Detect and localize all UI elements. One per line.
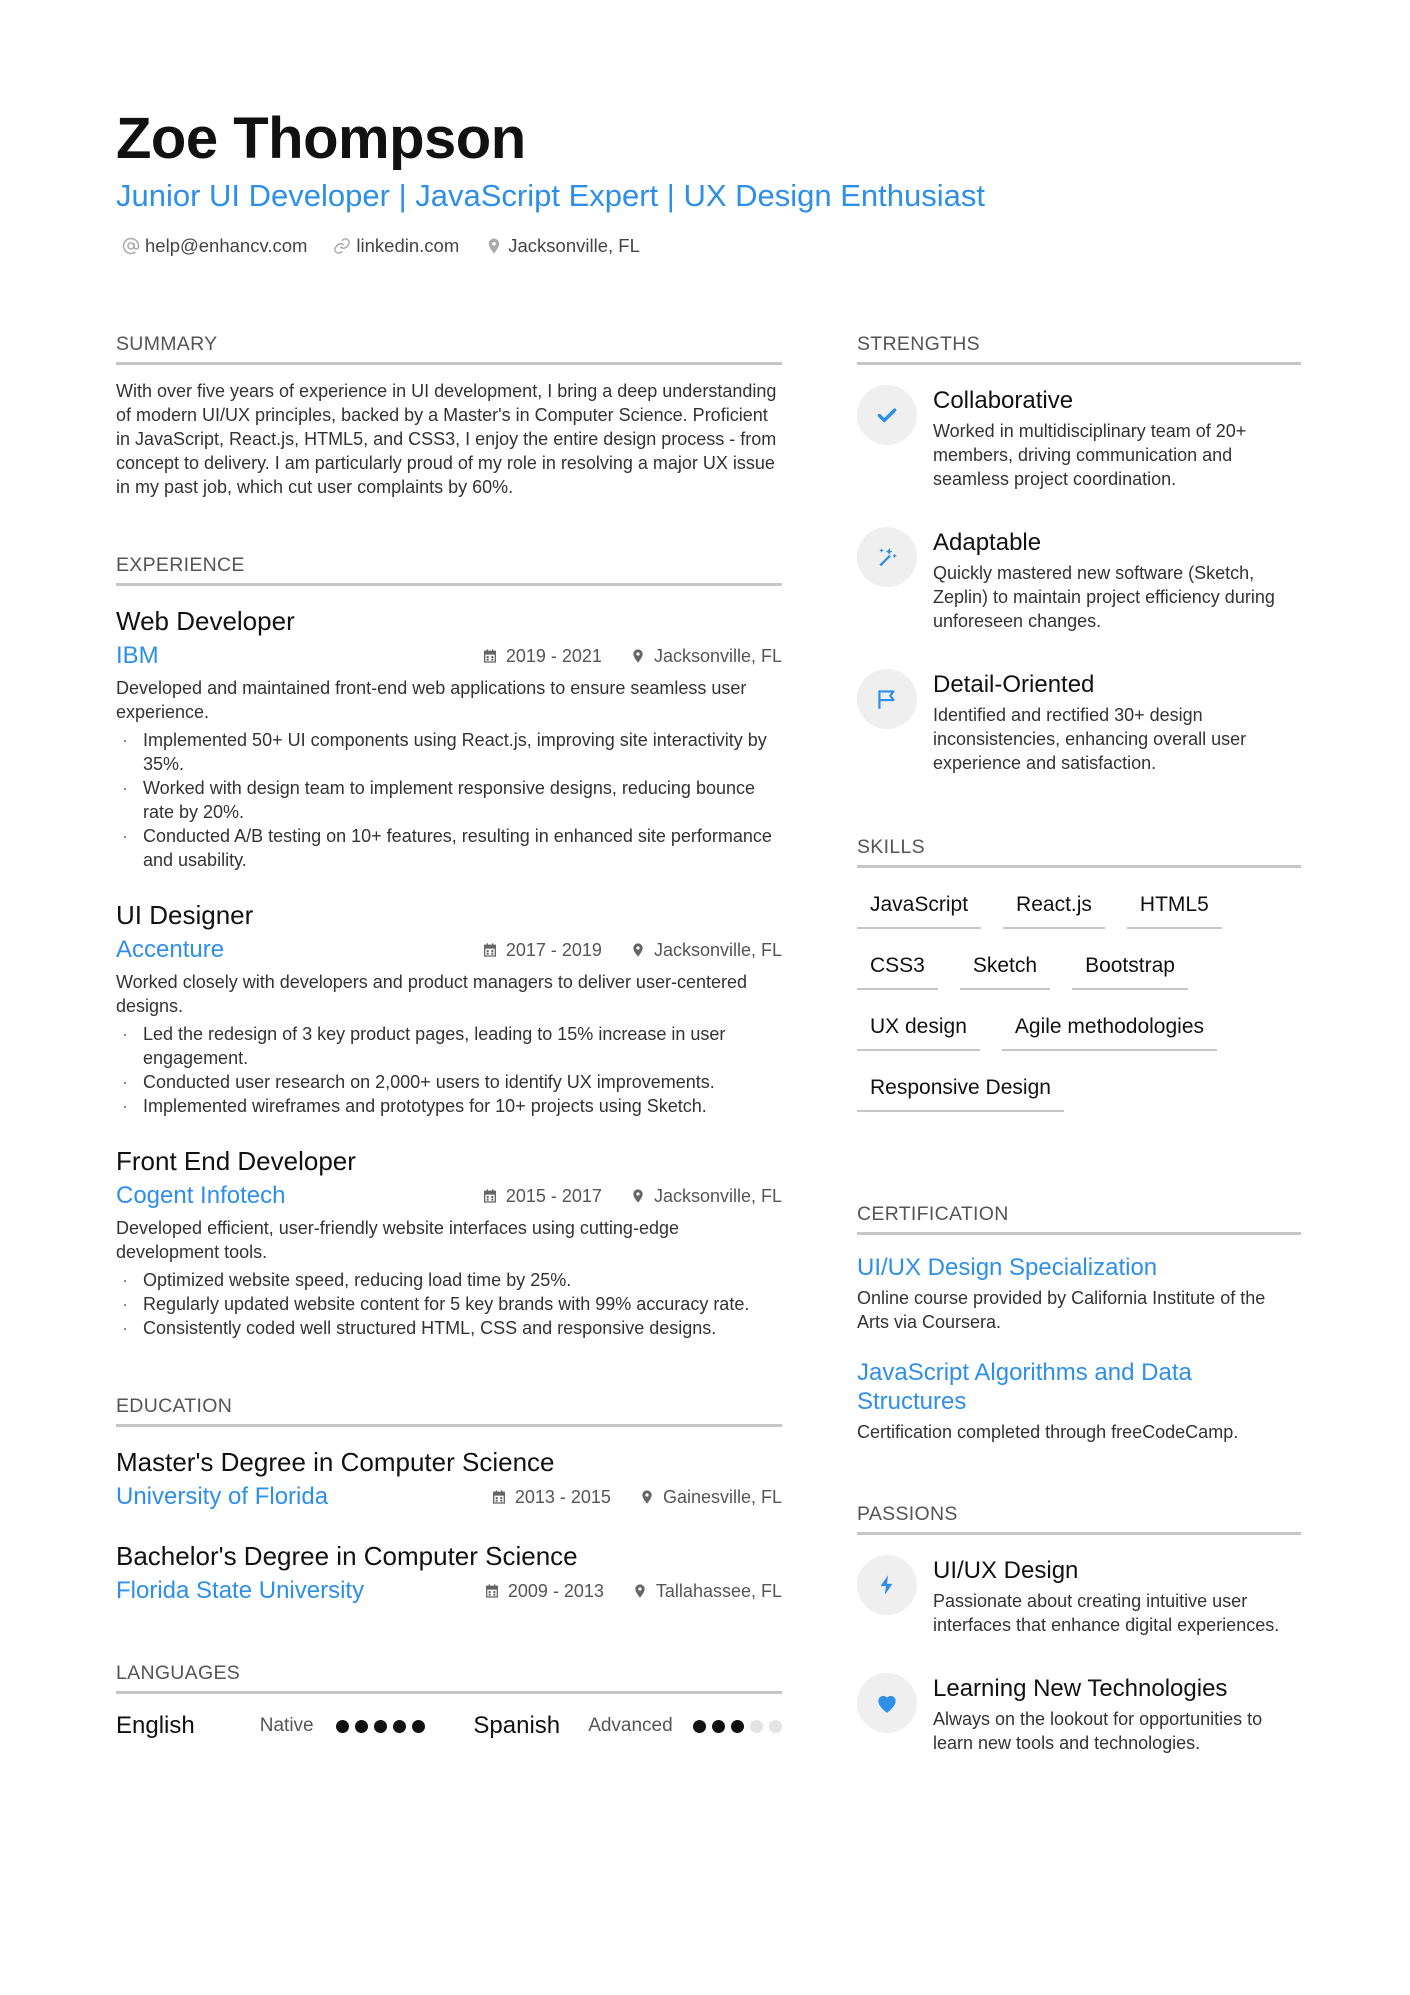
job-bullet: · Conducted user research on 2,000+ users to identify UX improvements. [116,1070,782,1094]
left-column [116,330,782,1740]
candidate-headline: Junior UI Developer | JavaScript Expert | UX Design Enthusiast [116,178,985,213]
strength-body [933,385,1301,491]
skills-list [857,884,1301,1112]
job-bullet: · Implemented 50+ UI components using React.js, improving site interactivity by 35%. [116,728,782,776]
languages-section [116,1659,782,1740]
language-rating [336,1720,474,1733]
job-location [630,940,782,961]
job-description: Worked closely with developers and product managers to deliver user-centered designs. [116,972,747,1016]
strength-description: Quickly mastered new software (Sketch, Zeplin) to maintain project efficiency during unforeseen changes. [933,563,1275,631]
passion-title: UI/UX Design [933,1557,1079,1584]
job-subheader [116,640,782,672]
strength-body [933,669,1301,775]
education-dates-text: 2009 - 2013 [507,1580,604,1601]
job-subheader [116,934,782,966]
link-icon [333,237,351,255]
education-subheader [116,1481,782,1513]
location-pin-icon [630,942,646,958]
rating-dot-empty [769,1720,782,1733]
strength-body [933,527,1301,633]
job-subheader [116,1180,782,1212]
candidate-name: Zoe Thompson [116,106,526,171]
right-column [857,330,1301,1755]
experience-title: EXPERIENCE [116,551,782,586]
school-name: University of Florida [116,1483,329,1510]
rating-dot-filled [731,1720,744,1733]
job-meta [482,1186,782,1207]
job-dates-text: 2017 - 2019 [505,939,602,960]
job-bullet: · Worked with design team to implement responsive designs, reducing bounce rate by 20%. [116,776,782,824]
certification-name: JavaScript Algorithms and Data Structures [857,1359,1192,1415]
job-location-text: Jacksonville, FL [653,939,782,960]
experience-section [116,551,782,1340]
certification-description: Certification completed through freeCodeCamp. [857,1422,1239,1442]
education-section [116,1392,782,1607]
education-meta [484,1581,782,1602]
passion-description: Passionate about creating intuitive user interfaces that enhance digital experiences. [933,1591,1280,1635]
skill-tag: Agile methodologies [1002,1006,1217,1051]
education-dates [491,1487,611,1508]
passion-title: Learning New Technologies [933,1675,1228,1702]
job-bullet: · Implemented wireframes and prototypes for 10+ projects using Sketch. [116,1094,782,1118]
location-pin-icon [630,648,646,664]
rating-dot-filled [336,1720,349,1733]
skill-tag: UX design [857,1006,980,1051]
contact-location-text: Jacksonville, FL [508,235,640,256]
job-meta [482,940,782,961]
job-location [630,1186,782,1207]
contact-linkedin[interactable] [333,232,459,260]
contact-email-text: help@enhancv.com [145,235,308,256]
contact-location [485,232,640,260]
education-title: EDUCATION [116,1392,782,1427]
passion-item [857,1673,1301,1755]
calendar-icon [484,1583,500,1599]
location-pin-icon [639,1489,655,1505]
summary-text: With over five years of experience in UI development, I bring a deep understanding of modern UI/UX principles, backed by a Master's in Computer Science. Proficient in JavaScript, React.js, HTML5, and CSS3, I enjoy the entire design process - from concept to delivery. I am particularly proud of my role in resolving a major UX issue in my past job, which cut user complaints by 60%. [116,381,777,497]
summary-section [116,330,782,499]
education-location-text: Gainesville, FL [662,1486,782,1507]
job-dates [482,940,602,961]
strength-icon-badge [857,669,917,729]
language-level: Native [259,1715,314,1736]
education-dates-text: 2013 - 2015 [514,1486,611,1507]
passion-body [933,1673,1301,1755]
job-dates-text: 2019 - 2021 [505,645,602,666]
location-pin-icon [632,1583,648,1599]
education-location [639,1487,782,1508]
job-description: Developed and maintained front-end web applications to ensure seamless user experience. [116,678,747,722]
education-meta [491,1487,782,1508]
company-name: IBM [116,642,159,669]
certification-item [857,1358,1301,1444]
job-dates [482,646,602,667]
strength-title: Collaborative [933,387,1074,414]
strength-item [857,669,1301,775]
job-entry [116,1144,782,1340]
job-bullet: · Conducted A/B testing on 10+ features, resulting in enhanced site performance and usability. [116,824,782,872]
company-name: Cogent Infotech [116,1182,286,1209]
skill-tag: CSS3 [857,945,938,990]
skill-tag: Responsive Design [857,1067,1064,1112]
skill-tag: HTML5 [1127,884,1222,929]
strength-title: Detail-Oriented [933,671,1095,698]
education-dates [484,1581,604,1602]
at-icon [122,237,140,255]
education-location [632,1581,782,1602]
certification-item [857,1253,1301,1334]
calendar-icon [482,1188,498,1204]
strength-title: Adaptable [933,529,1042,556]
job-entry [116,604,782,872]
skill-tag: Bootstrap [1072,945,1188,990]
strengths-section [857,330,1301,775]
language-rating [693,1720,782,1733]
contact-linkedin-text: linkedin.com [356,235,460,256]
job-bullet: · Regularly updated website content for 5 key brands with 99% accuracy rate. [116,1292,782,1316]
job-dates [482,1186,602,1207]
job-meta [482,646,782,667]
passions-title: PASSIONS [857,1500,1301,1535]
rating-dot-filled [712,1720,725,1733]
job-title: Web Developer [116,606,295,636]
contact-row [122,232,640,260]
skill-tag: Sketch [960,945,1050,990]
strength-description: Identified and rectified 30+ design inconsistencies, enhancing overall user experience and satisfaction. [933,705,1247,773]
strength-item [857,527,1301,633]
strength-description: Worked in multidisciplinary team of 20+ members, driving communication and seamless project coordination. [933,421,1247,489]
job-bullet: · Led the redesign of 3 key product pages, leading to 15% increase in user engagement. [116,1022,782,1070]
job-bullets [116,1268,782,1340]
skill-tag: React.js [1003,884,1105,929]
certification-name: UI/UX Design Specialization [857,1254,1158,1281]
strength-icon-badge [857,385,917,445]
location-pin-icon [485,237,503,255]
job-dates-text: 2015 - 2017 [505,1185,602,1206]
rating-dot-filled [693,1720,706,1733]
job-entry [116,898,782,1118]
languages-row [116,1712,782,1740]
passion-body [933,1555,1301,1637]
school-name: Florida State University [116,1577,365,1604]
rating-dot-empty [750,1720,763,1733]
rating-dot-filled [355,1720,368,1733]
certification-section [857,1200,1301,1444]
job-bullets [116,1022,782,1118]
location-pin-icon [630,1188,646,1204]
strength-icon-badge [857,527,917,587]
education-entry [116,1539,782,1607]
check-icon [874,402,900,428]
language-level: Advanced [588,1715,673,1736]
education-entry [116,1445,782,1513]
job-description: Developed efficient, user-friendly website interfaces using cutting-edge development tools. [116,1218,679,1262]
strengths-title: STRENGTHS [857,330,1301,365]
job-bullet: · Optimized website speed, reducing load time by 25%. [116,1268,782,1292]
language-name: English [116,1712,195,1739]
passion-item [857,1555,1301,1637]
skills-section [857,833,1301,1112]
calendar-icon [482,648,498,664]
magic-wand-icon [874,544,900,570]
job-location-text: Jacksonville, FL [653,645,782,666]
heart-icon [874,1690,900,1716]
job-bullet: · Consistently coded well structured HTML, CSS and responsive designs. [116,1316,782,1340]
degree-title: Bachelor's Degree in Computer Science [116,1541,578,1571]
skill-tag: JavaScript [857,884,981,929]
language-name: Spanish [473,1712,561,1739]
rating-dot-filled [393,1720,406,1733]
rating-dot-filled [374,1720,387,1733]
rating-dot-filled [412,1720,425,1733]
certification-title: CERTIFICATION [857,1200,1301,1235]
calendar-icon [491,1489,507,1505]
education-location-text: Tallahassee, FL [655,1580,782,1601]
passion-icon-badge [857,1555,917,1615]
company-name: Accenture [116,936,225,963]
contact-email[interactable] [122,232,307,260]
passions-section [857,1500,1301,1755]
degree-title: Master's Degree in Computer Science [116,1447,555,1477]
job-title: Front End Developer [116,1146,356,1176]
strength-item [857,385,1301,491]
calendar-icon [482,942,498,958]
skills-title: SKILLS [857,833,1301,868]
certification-description: Online course provided by California Institute of the Arts via Coursera. [857,1288,1266,1332]
summary-title: SUMMARY [116,330,782,365]
job-location [630,646,782,667]
education-subheader [116,1575,782,1607]
languages-title: LANGUAGES [116,1659,782,1694]
job-bullets [116,728,782,872]
lightning-icon [874,1572,900,1598]
passion-icon-badge [857,1673,917,1733]
job-title: UI Designer [116,900,254,930]
flag-icon [874,686,900,712]
job-location-text: Jacksonville, FL [653,1185,782,1206]
passion-description: Always on the lookout for opportunities to learn new tools and technologies. [933,1709,1263,1753]
